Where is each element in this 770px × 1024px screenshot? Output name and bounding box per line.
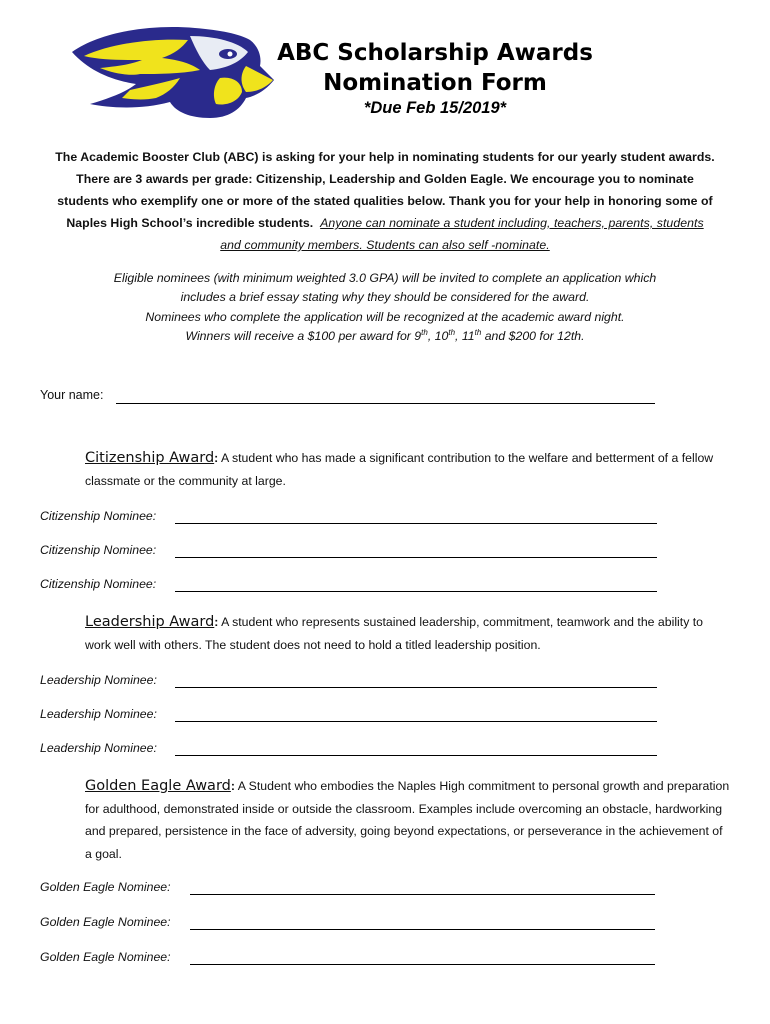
- citizenship-award-description: [85, 447, 730, 492]
- golden-eagle-nominee-label-3: Golden Eagle Nominee:: [40, 950, 171, 964]
- golden-eagle-nominee-field-1[interactable]: [190, 894, 655, 895]
- sup-9th: th: [421, 328, 428, 338]
- leadership-award-title: Leadership Award: [85, 614, 215, 630]
- leadership-nominee-field-2[interactable]: [175, 721, 657, 722]
- citizenship-colon: :: [214, 451, 219, 465]
- golden-eagle-nominee-field-3[interactable]: [190, 964, 655, 965]
- golden-eagle-colon: :: [230, 779, 235, 793]
- form-title-line1: ABC Scholarship Awards: [277, 40, 593, 66]
- winners-10: , 10: [427, 329, 449, 344]
- leadership-nominee-label-3: Leadership Nominee:: [40, 741, 157, 755]
- due-date: *Due Feb 15/2019*: [363, 99, 507, 117]
- golden-eagle-award-description: [85, 775, 730, 865]
- leadership-nominee-field-1[interactable]: [175, 687, 657, 688]
- golden-eagle-award-title: Golden Eagle Award: [85, 778, 231, 794]
- sup-11th: th: [474, 328, 482, 338]
- leadership-nominee-field-3[interactable]: [175, 755, 657, 756]
- golden-eagle-nominee-field-2[interactable]: [190, 929, 655, 930]
- golden-eagle-nominee-label-1: Golden Eagle Nominee:: [40, 880, 171, 894]
- your-name-label: Your name:: [40, 388, 104, 402]
- leadership-award-description: [85, 611, 730, 656]
- form-title-line2: Nomination Form: [323, 70, 547, 96]
- eligibility-line-2: includes a brief essay stating why they should be considered for the award.: [180, 290, 590, 305]
- leadership-description-text: A student who represents sustained leadership, commitment, teamwork and the ability to work well with others. The student does not need to hold a titled leadership position.: [85, 615, 704, 652]
- leadership-nominee-label-2: Leadership Nominee:: [40, 707, 157, 721]
- golden-eagle-nominee-label-2: Golden Eagle Nominee:: [40, 915, 171, 929]
- intro-paragraph: [55, 146, 715, 256]
- citizenship-nominee-field-2[interactable]: [175, 557, 657, 558]
- winners-text-a: Winners will receive a $100 per award for 9: [185, 329, 422, 344]
- citizenship-award-title: Citizenship Award: [85, 450, 215, 466]
- citizenship-nominee-label-3: Citizenship Nominee:: [40, 577, 157, 591]
- citizenship-description-text: A student who has made a significant contribution to the welfare and betterment of a fellow classmate or the community at large.: [85, 451, 714, 488]
- eligibility-line-1: Eligible nominees (with minimum weighted 3.0 GPA) will be invited to complete an application which: [113, 271, 657, 285]
- sup-10th: th: [448, 328, 456, 338]
- eligibility-line-4: [40, 327, 730, 346]
- citizenship-nominee-field-3[interactable]: [175, 591, 657, 592]
- leadership-nominee-label-1: Leadership Nominee:: [40, 673, 157, 687]
- eligibility-paragraph: [40, 269, 730, 347]
- winners-text-b: and $200 for 12th.: [481, 329, 585, 344]
- citizenship-nominee-label-2: Citizenship Nominee:: [40, 543, 157, 557]
- winners-11: , 11: [455, 329, 475, 344]
- eligibility-line-3: Nominees who complete the application will be recognized at the academic award night.: [145, 309, 625, 324]
- your-name-field[interactable]: [116, 403, 655, 404]
- intro-bold-text: The Academic Booster Club (ABC) is asking for your help in nominating students for our yearly student awards. There are 3 awards per grade: Citizenship, Leadership and Golden Eagle. We encourage you to nominate students who exemplify one or more of the stated qualities below. Thank you for your help in honoring some of Naples High School’s incredible students.: [55, 150, 715, 230]
- golden-eagle-description-text: A Student who embodies the Naples High commitment to personal growth and preparation for adulthood, demonstrated inside or outside the classroom. Examples include overcoming an obstacle, hardworking and prepared, persistence in the face of adversity, going beyond expectations, or perseverance in the achievement of a goal.: [85, 779, 730, 861]
- citizenship-nominee-label-1: Citizenship Nominee:: [40, 509, 157, 523]
- leadership-colon: :: [214, 615, 219, 629]
- citizenship-nominee-field-1[interactable]: [175, 523, 657, 524]
- intro-underlined-text: Anyone can nominate a student including, teachers, parents, students and community members. Students can also self -nominate.: [220, 216, 704, 252]
